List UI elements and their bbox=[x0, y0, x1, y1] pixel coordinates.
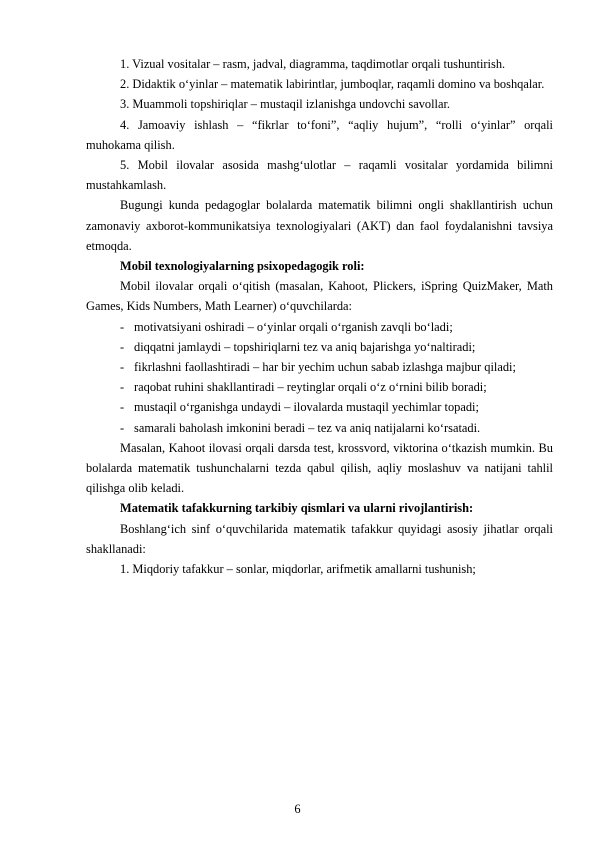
dash-list-item bbox=[86, 377, 553, 397]
list-item-2: 2. Didaktik o‘yinlar – matematik labirintlar, jumboqlar, raqamli domino va boshqalar. bbox=[120, 77, 545, 92]
body-paragraph: 1. Miqdoriy tafakkur – sonlar, miqdorlar, arifmetik amallarni tushunish; bbox=[120, 562, 476, 577]
dash-mark: - bbox=[120, 400, 125, 415]
body-paragraph: Masalan, Kahoot ilovasi orqali darsda test, krossvord, viktorina o‘tkazish mumkin. Bu bolalarda matematik tushunchalarni tezda qabul qilish, aqliy moslashuv va natijani tahlil qilishga olib keladi. bbox=[86, 440, 553, 496]
body-paragraph: Mobil ilovalar orqali o‘qitish (masalan, Kahoot, Plickers, iSpring QuizMaker, Math Games, Kids Numbers, Math Learner) o‘quvchilarda: bbox=[86, 279, 553, 314]
dash-mark: - bbox=[120, 420, 125, 435]
section-heading: Mobil texnologiyalarning psixopedagogik roli: bbox=[120, 259, 365, 274]
dash-list-text: fikrlashni faollashtiradi – har bir yechim uchun sabab izlashga majbur qiladi; bbox=[134, 360, 516, 375]
section-heading: Matematik tafakkurning tarkibiy qismlari va ularni rivojlantirish: bbox=[120, 501, 474, 516]
list-item-5: 5. Mobil ilovalar asosida mashg‘ulotlar – raqamli vositalar yordamida bilimni mustahkamlash. bbox=[86, 158, 553, 193]
dash-list-text: motivatsiyani oshiradi – o‘yinlar orqali o‘rganish zavqli bo‘ladi; bbox=[134, 319, 453, 334]
body-paragraph: Bugungi kunda pedagoglar bolalarda matematik bilimni ongli shakllantirish uchun zamonaviy axborot-kommunikatsiya texnologiyalari (AKT) dan faol foydalanishni tavsiya etmoqda. bbox=[86, 198, 553, 253]
dash-mark: - bbox=[120, 339, 125, 354]
dash-list-item bbox=[86, 357, 553, 377]
page-content bbox=[86, 54, 553, 579]
dash-list-text: diqqatni jamlaydi – topshiriqlarni tez va aniq bajarishga yo‘naltiradi; bbox=[134, 339, 476, 354]
dash-list-item bbox=[86, 418, 553, 438]
dash-mark: - bbox=[120, 360, 125, 375]
body-paragraph: Boshlang‘ich sinf o‘quvchilarida matematik tafakkur quyidagi asosiy jihatlar orqali shakllanadi: bbox=[86, 521, 553, 556]
dash-list-text: raqobat ruhini shakllantiradi – reytinglar orqali o‘z o‘rnini bilib boradi; bbox=[134, 380, 487, 395]
list-item-3: 3. Muammoli topshiriqlar – mustaqil izlanishga undovchi savollar. bbox=[120, 97, 451, 112]
dash-list-text: mustaqil o‘rganishga undaydi – ilovalarda mustaqil yechimlar topadi; bbox=[134, 400, 479, 415]
dash-mark: - bbox=[120, 380, 125, 395]
dash-list-item bbox=[86, 337, 553, 357]
list-item-4: 4. Jamoaviy ishlash – “fikrlar to‘foni”, “aqliy hujum”, “rolli o‘yinlar” orqali muhokama qilish. bbox=[86, 117, 553, 152]
dash-list-item bbox=[86, 397, 553, 417]
dash-list-item bbox=[86, 317, 553, 337]
dash-mark: - bbox=[120, 319, 125, 334]
page-number: 6 bbox=[294, 802, 301, 816]
dash-list-text: samarali baholash imkonini beradi – tez va aniq natijalarni ko‘rsatadi. bbox=[134, 420, 481, 435]
list-item-1: 1. Vizual vositalar – rasm, jadval, diagramma, taqdimotlar orqali tushuntirish. bbox=[120, 57, 506, 71]
